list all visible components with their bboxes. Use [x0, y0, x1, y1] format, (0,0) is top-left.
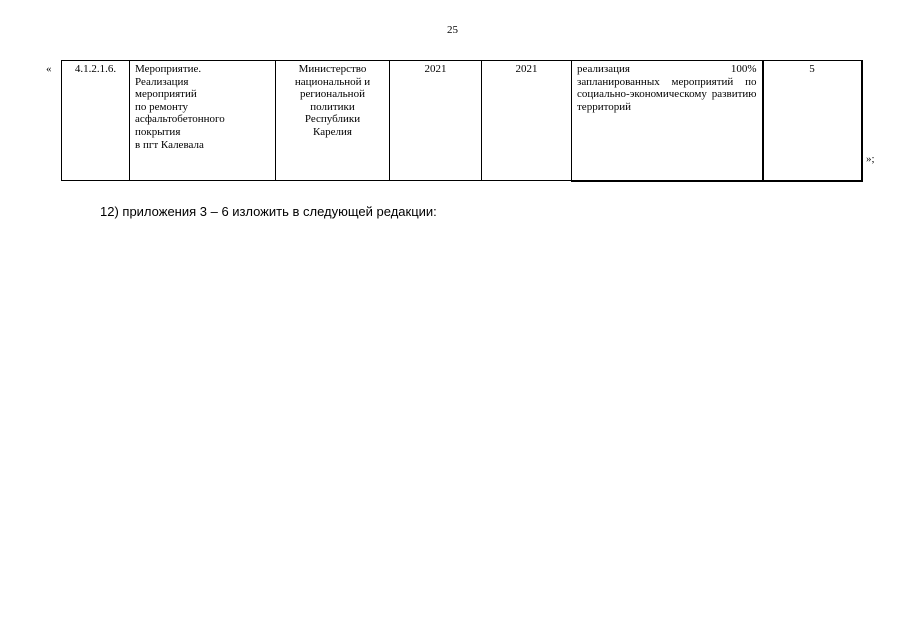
cell-start-year	[390, 61, 482, 181]
executor-line: национальной и	[294, 75, 371, 88]
closing-quote-mark: »;	[866, 153, 875, 165]
cell-item-number	[62, 61, 130, 181]
executor-line: региональной	[300, 88, 365, 101]
cell-indicator-value	[763, 61, 862, 181]
expected-result-word: реализация	[577, 63, 630, 75]
executor-line: Министерство	[298, 63, 367, 75]
opening-quote-mark: «	[46, 63, 52, 75]
start-year: 2021	[424, 63, 447, 75]
executor-line: Республики	[304, 113, 361, 126]
program-table	[61, 60, 863, 182]
executor-line: Карелия	[313, 125, 352, 138]
executor-line: политики	[310, 100, 355, 113]
activity-name-line: Мероприятие.	[135, 63, 202, 75]
table-row	[62, 61, 862, 181]
activity-name-line: мероприятий	[135, 88, 197, 101]
activity-name-line: в пгт Калевала	[135, 138, 204, 151]
activity-name-line: покрытия	[135, 125, 181, 138]
page-number: 25	[447, 24, 458, 36]
expected-result-text: запланированных мероприятий по социально-экономическому развитию территорий	[577, 75, 757, 113]
expected-result-percent: 100%	[730, 63, 757, 75]
cell-activity-name	[130, 61, 276, 181]
cell-responsible-executor	[276, 61, 390, 181]
activity-name-line: по ремонту	[135, 100, 189, 113]
cell-end-year	[482, 61, 572, 181]
expected-result-first-line	[577, 63, 757, 76]
end-year: 2021	[515, 63, 538, 75]
cell-expected-result	[572, 61, 763, 181]
indicator-value: 5	[809, 63, 815, 75]
item-number: 4.1.2.1.6.	[74, 63, 117, 75]
body-paragraph: 12) приложения 3 – 6 изложить в следующей редакции:	[100, 204, 437, 219]
activity-name-line: асфальтобетонного	[135, 113, 225, 126]
activity-name-line: Реализация	[135, 75, 189, 88]
